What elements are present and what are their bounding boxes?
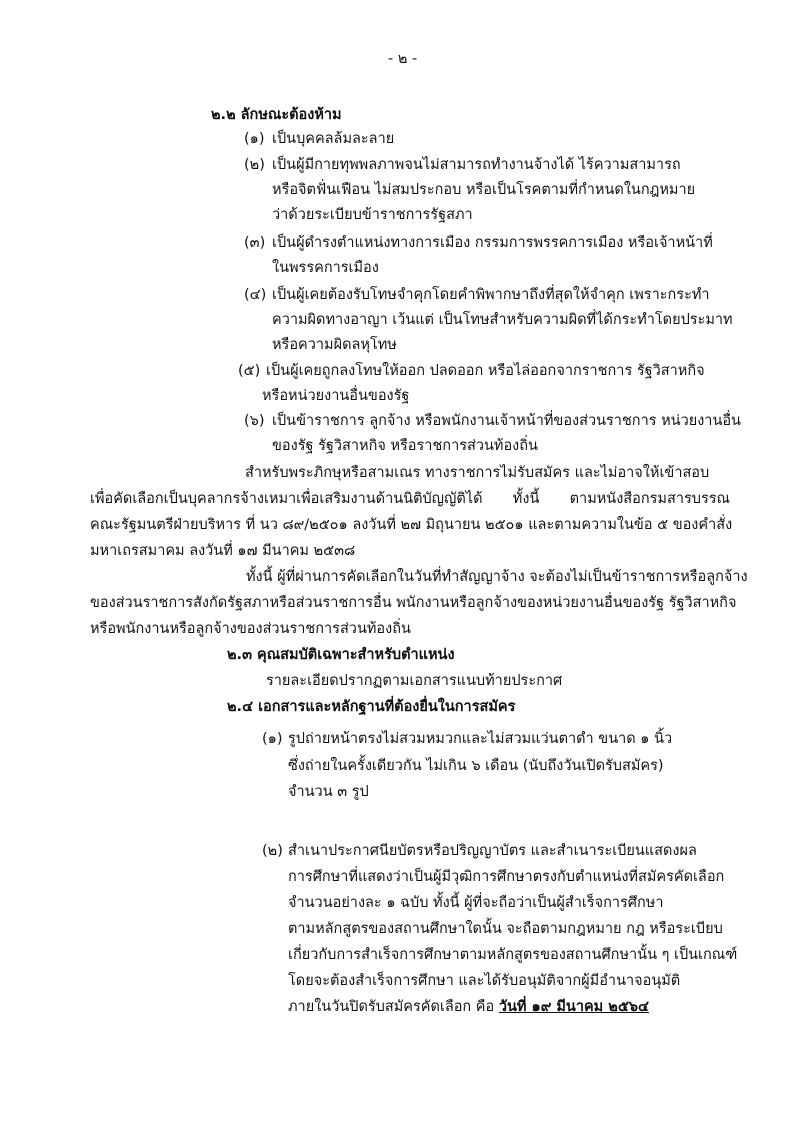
section-2-3-body: รายละเอียดปรากฏตามเอกสารแนบท้ายประกาศ: [266, 673, 563, 689]
doc-item-1-number: (๑): [262, 731, 283, 747]
item-2-line-1: เป็นผู้มีกายทุพพลภาพจนไม่สามารถทำงานจ้างได้ ไร้ความสามารถ: [272, 157, 681, 173]
doc-item-1-line-2: ซึ่งถ่ายในครั้งเดียวกัน ไม่เกิน ๖ เดือน (นับถึงวันเปิดรับสมัคร): [288, 758, 664, 774]
item-3-number: (๓): [244, 235, 266, 251]
section-2-2-heading: ๒.๒ ลักษณะต้องห้าม: [211, 107, 342, 123]
doc-item-2-number: (๒): [262, 843, 283, 859]
item-2-number: (๒): [244, 157, 265, 173]
doc-item-1-line-1: รูปถ่ายหน้าตรงไม่สวมหมวกและไม่สวมแว่นตาดำ ขนาด ๑ นิ้ว: [288, 731, 673, 747]
item-6-line-2: ของรัฐ รัฐวิสาหกิจ หรือราชการส่วนท้องถิ่น: [272, 438, 538, 454]
item-4-line-1: เป็นผู้เคยต้องรับโทษจำคุกโดยคำพิพากษาถึงที่สุดให้จำคุก เพราะกระทำ: [272, 287, 710, 303]
item-4-number: (๔): [244, 287, 267, 303]
item-1-line-1: เป็นบุคคลล้มละลาย: [272, 131, 395, 147]
doc-item-2-line-4: ตามหลักสูตรของสถานศึกษาใดนั้น จะถือตามกฎหมาย กฎ หรือระเบียบ: [288, 921, 723, 937]
item-3-line-2: ในพรรคการเมือง: [272, 260, 379, 276]
para-monks-line-3: คณะรัฐมนตรีฝ่ายบริหาร ที่ นว ๘๙/๒๕๐๑ ลงวันที่ ๒๗ มิถุนายน ๒๕๐๑ และตามความในข้อ ๕ ของคำสั่ง: [90, 517, 733, 533]
application-deadline: วันที่ ๑๙ มีนาคม ๒๕๖๔: [498, 999, 649, 1015]
doc-item-2-line-2: การศึกษาที่แสดงว่าเป็นผู้มีวุฒิการศึกษาตรงกับตำแหน่งที่สมัครคัดเลือก: [288, 869, 725, 885]
item-2-line-3: ว่าด้วยระเบียบข้าราชการรัฐสภา: [272, 207, 473, 223]
doc-item-2-line-6: โดยจะต้องสำเร็จการศึกษา และได้รับอนุมัติจากผู้มีอำนาจอนุมัติ: [288, 973, 681, 989]
item-5-line-1: เป็นผู้เคยถูกลงโทษให้ออก ปลดออก หรือไล่ออกจากราชการ รัฐวิสาหกิจ: [266, 363, 705, 379]
para-contract-line-2: ของส่วนราชการสังกัดรัฐสภาหรือส่วนราชการอื่น พนักงานหรือลูกจ้างของหน่วยงานอื่นของรัฐ รัฐวิสาหกิจ: [90, 595, 737, 611]
doc-item-2-line-1: สำเนาประกาศนียบัตรหรือปริญญาบัตร และสำเนาระเบียนแสดงผล: [288, 843, 697, 859]
item-5-number: (๕): [238, 363, 261, 379]
para-contract-line-1: ทั้งนี้ ผู้ที่ผ่านการคัดเลือกในวันที่ทำสัญญาจ้าง จะต้องไม่เป็นข้าราชการหรือลูกจ้าง: [246, 569, 748, 585]
doc-item-1-line-3: จำนวน ๓ รูป: [288, 784, 369, 800]
item-6-line-1: เป็นข้าราชการ ลูกจ้าง หรือพนักงานเจ้าหน้าที่ของส่วนราชการ หน่วยงานอื่น: [272, 413, 741, 429]
item-4-line-2: ความผิดทางอาญา เว้นแต่ เป็นโทษสำหรับความผิดที่ได้กระทำโดยประมาท: [272, 312, 733, 328]
doc-item-2-line-7-text: ภายในวันปิดรับสมัครคัดเลือก คือ: [288, 999, 499, 1015]
item-4-line-3: หรือความผิดลหุโทษ: [272, 337, 397, 353]
item-3-line-1: เป็นผู้ดำรงตำแหน่งทางการเมือง กรรมการพรรคการเมือง หรือเจ้าหน้าที่: [272, 235, 713, 251]
doc-item-2-line-3: จำนวนอย่างละ ๑ ฉบับ ทั้งนี้ ผู้ที่จะถือว่าเป็นผู้สำเร็จการศึกษา: [288, 895, 664, 911]
para-monks-line-2: เพื่อคัดเลือกเป็นบุคลากรจ้างเหมาเพื่อเสริมงานด้านนิติบัญญัติได้ ทั้งนี้ ตามหนังสือกรมสารบรรณ: [90, 491, 730, 507]
para-monks-line-1: สำหรับพระภิกษุหรือสามเณร ทางราชการไม่รับสมัคร และไม่อาจให้เข้าสอบ: [245, 465, 710, 481]
item-6-number: (๖): [244, 413, 265, 429]
para-monks-line-4: มหาเถรสมาคม ลงวันที่ ๑๗ มีนาคม ๒๕๓๘: [90, 543, 356, 559]
item-1-number: (๑): [244, 131, 265, 147]
item-2-line-2: หรือจิตฟั่นเฟือน ไม่สมประกอบ หรือเป็นโรคตามที่กำหนดในกฎหมาย: [272, 182, 696, 198]
doc-item-2-line-7: [288, 996, 649, 1018]
section-2-4-heading: ๒.๔ เอกสารและหลักฐานที่ต้องยื่นในการสมัคร: [227, 699, 516, 715]
para-contract-line-3: หรือพนักงานหรือลูกจ้างของส่วนราชการส่วนท้องถิ่น: [90, 621, 411, 637]
item-5-line-2: หรือหน่วยงานอื่นของรัฐ: [262, 388, 410, 404]
section-2-3-heading: ๒.๓ คุณสมบัติเฉพาะสำหรับตำแหน่ง: [227, 647, 455, 663]
doc-item-2-line-5: เกี่ยวกับการสำเร็จการศึกษาตามหลักสูตรของสถานศึกษานั้น ๆ เป็นเกณฑ์: [288, 947, 738, 963]
page-number: - ๒ -: [388, 51, 418, 67]
